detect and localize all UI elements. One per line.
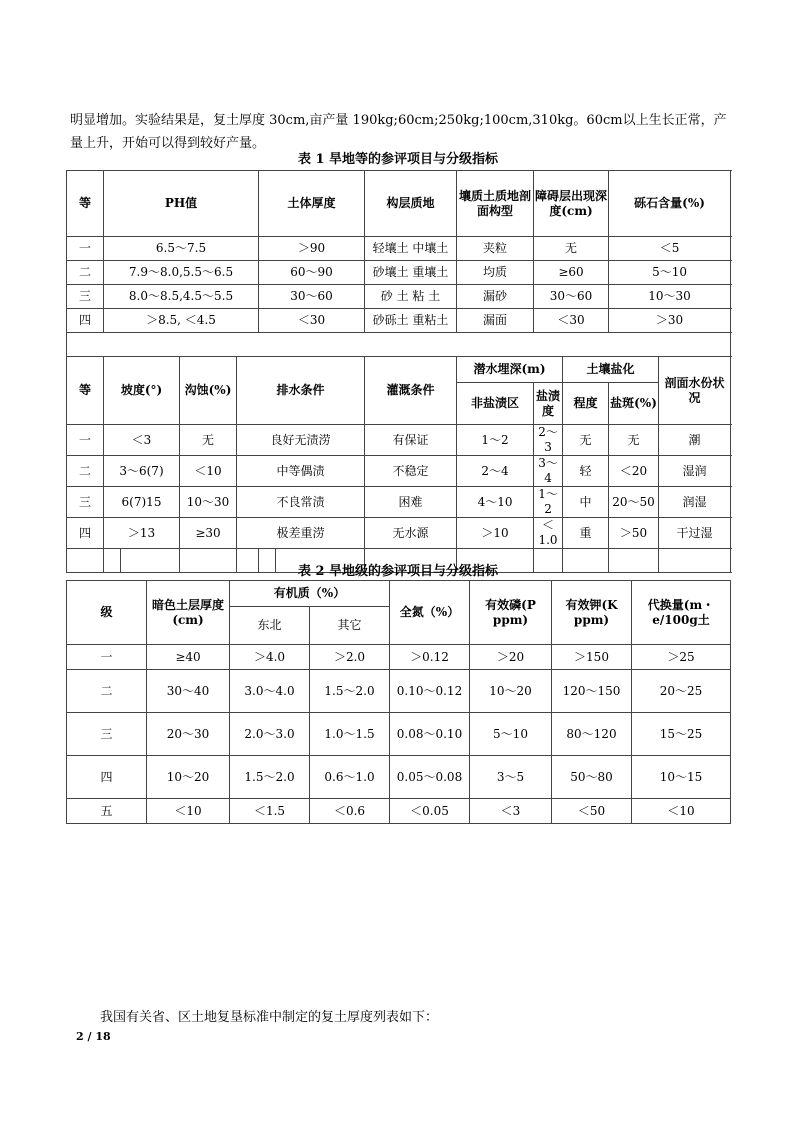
cell: 四 [67, 756, 147, 799]
table-row [67, 456, 731, 487]
table1-caption: 表 1 旱地等的参评项目与分级指标 [297, 152, 499, 167]
table-row [67, 285, 731, 309]
cell: 二 [67, 456, 104, 487]
cell: 一 [67, 237, 104, 261]
cell: 1～2 [534, 487, 563, 518]
cell: 轻壤土 中壤土 [365, 237, 457, 261]
table1-spacer-row [67, 333, 731, 357]
cell: 无 [180, 425, 237, 456]
t2-h-organic: 有机质（%） [230, 581, 390, 607]
t1b-h-sal-degree: 程度 [563, 383, 609, 425]
t1b-h-groundwater: 潜水埋深(m) [457, 357, 563, 383]
cell: ＜1.5 [230, 799, 310, 824]
cell: ＞8.5, ＜4.5 [104, 309, 259, 333]
cell: ＞25 [632, 645, 731, 670]
cell: 均质 [457, 261, 534, 285]
cell: 砂砾土 重粘土 [365, 309, 457, 333]
table-row [67, 237, 731, 261]
cell: 20～30 [147, 713, 230, 756]
cell: 15～25 [632, 713, 731, 756]
cell: ＜3 [470, 799, 552, 824]
cell: 5～10 [609, 261, 731, 285]
cell: 10～20 [147, 756, 230, 799]
intro-paragraph: 明显增加。实验结果是，复土厚度 30cm,亩产量 190kg;60cm;250kg;100cm,310kg。60cm以上生长正常，产量上升，开始可以得到较好产量。 [70, 113, 727, 151]
cell: 1～2 [457, 425, 534, 456]
cell: 50～80 [552, 756, 632, 799]
t1b-h-grade: 等 [67, 357, 104, 425]
cell: 0.05～0.08 [390, 756, 470, 799]
cell: 轻 [563, 456, 609, 487]
cell: 重 [563, 518, 609, 549]
cell: 有保证 [365, 425, 457, 456]
cell: ＜10 [180, 456, 237, 487]
cell: 2～4 [457, 456, 534, 487]
cell: 30～60 [259, 285, 365, 309]
t1b-h-salinity: 盐渍度 [534, 383, 563, 425]
t1a-h-profile: 壤质土质地剖面构型 [457, 171, 534, 237]
cell: ＞90 [259, 237, 365, 261]
cell: 极差重涝 [237, 518, 365, 549]
t1b-h-sal-spot: 盐斑(%) [609, 383, 659, 425]
cell: 20～25 [632, 670, 731, 713]
cell: 1.0～1.5 [310, 713, 390, 756]
cell: 湿润 [659, 456, 731, 487]
cell: 五 [67, 799, 147, 824]
cell: ＜10 [147, 799, 230, 824]
cell: ＜30 [534, 309, 609, 333]
cell: 6.5～7.5 [104, 237, 259, 261]
cell: ＞150 [552, 645, 632, 670]
cell: 二 [67, 670, 147, 713]
cell: ＞13 [104, 518, 180, 549]
t1b-h-erosion: 沟蚀(%) [180, 357, 237, 425]
cell: 1.5～2.0 [310, 670, 390, 713]
cell: 砂 土 粘 土 [365, 285, 457, 309]
cell: 一 [67, 645, 147, 670]
cell: 一 [67, 425, 104, 456]
cell: ≥60 [534, 261, 609, 285]
table-row [67, 425, 731, 456]
cell: 30～40 [147, 670, 230, 713]
cell: ＜5 [609, 237, 731, 261]
t1b-h-salinization: 土壤盐化 [563, 357, 659, 383]
cell: 二 [67, 261, 104, 285]
t1a-h-barrier-depth: 障碍层出现深度(cm) [534, 171, 609, 237]
cell: ＜0.05 [390, 799, 470, 824]
cell: 无水源 [365, 518, 457, 549]
cell: 不稳定 [365, 456, 457, 487]
cell: 不良常渍 [237, 487, 365, 518]
t1a-h-grade: 等 [67, 171, 104, 237]
cell: 中等偶渍 [237, 456, 365, 487]
cell: 20～50 [609, 487, 659, 518]
cell: 120～150 [552, 670, 632, 713]
t2-h-total-n: 全氮（%） [390, 581, 470, 645]
cell: ＞10 [457, 518, 534, 549]
t2-h-org-other: 其它 [310, 607, 390, 645]
cell: 砂壤土 重壤土 [365, 261, 457, 285]
cell: 四 [67, 518, 104, 549]
cell: ＜1.0 [534, 518, 563, 549]
cell: 2～3 [534, 425, 563, 456]
cell: 润湿 [659, 487, 731, 518]
cell: 10～15 [632, 756, 731, 799]
t1a-h-texture: 构层质地 [365, 171, 457, 237]
cell: 80～120 [552, 713, 632, 756]
cell: 0.10～0.12 [390, 670, 470, 713]
t1a-h-ph: PH值 [104, 171, 259, 237]
cell: ＞2.0 [310, 645, 390, 670]
t1b-h-slope: 坡度(°) [104, 357, 180, 425]
table-row [67, 518, 731, 549]
table-row [67, 261, 731, 285]
cell: ≥40 [147, 645, 230, 670]
cell: ＜30 [259, 309, 365, 333]
cell: 干过湿 [659, 518, 731, 549]
cell: 1.5～2.0 [230, 756, 310, 799]
table1 [66, 170, 731, 573]
cell: ＜0.6 [310, 799, 390, 824]
cell: 良好无渍涝 [237, 425, 365, 456]
cell: 30～60 [534, 285, 609, 309]
t1b-h-irrigation: 灌溉条件 [365, 357, 457, 425]
cell: 四 [67, 309, 104, 333]
cell: 5～10 [470, 713, 552, 756]
t2-h-avail-k: 有效钾(K ppm) [552, 581, 632, 645]
table-row [67, 670, 731, 713]
t2-h-org-northeast: 东北 [230, 607, 310, 645]
table2-caption: 表 2 旱地级的参评项目与分级指标 [297, 564, 499, 579]
table1-b-header-row-1 [67, 357, 731, 383]
page-number: 2 / 18 [76, 1030, 111, 1043]
cell: 10～20 [470, 670, 552, 713]
cell: 中 [563, 487, 609, 518]
cell: ＞30 [609, 309, 731, 333]
table-row [67, 645, 731, 670]
cell: 0.6～1.0 [310, 756, 390, 799]
empty-cell [67, 333, 731, 357]
cell: 3～6(7) [104, 456, 180, 487]
table2 [66, 580, 731, 824]
cell: 3～5 [470, 756, 552, 799]
t1b-h-non-saline: 非盐渍区 [457, 383, 534, 425]
cell: 7.9～8.0,5.5～6.5 [104, 261, 259, 285]
cell: ＞4.0 [230, 645, 310, 670]
cell: 6(7)15 [104, 487, 180, 518]
cell: ＜20 [609, 456, 659, 487]
cell: ＞50 [609, 518, 659, 549]
cell: 3.0～4.0 [230, 670, 310, 713]
t1b-h-drainage: 排水条件 [237, 357, 365, 425]
cell: ≥30 [180, 518, 237, 549]
cell: 10～30 [609, 285, 731, 309]
table-row [67, 309, 731, 333]
cell: 三 [67, 285, 104, 309]
cell: 困难 [365, 487, 457, 518]
t1a-h-gravel: 砾石含量(%) [609, 171, 731, 237]
t2-h-cec: 代换量(m・e/100g土 [632, 581, 731, 645]
t1b-h-moisture: 剖面水份状况 [659, 357, 731, 425]
cell: 4～10 [457, 487, 534, 518]
cell: 无 [609, 425, 659, 456]
t2-h-dark-layer: 暗色土层厚度(cm) [147, 581, 230, 645]
cell: 三 [67, 713, 147, 756]
cell: ＞0.12 [390, 645, 470, 670]
cell: ＜3 [104, 425, 180, 456]
cell: 夹粒 [457, 237, 534, 261]
cell: 10～30 [180, 487, 237, 518]
t1a-h-soil-thickness: 土体厚度 [259, 171, 365, 237]
cell: 2.0～3.0 [230, 713, 310, 756]
table2-header-row-1 [67, 581, 731, 607]
cell: 3～4 [534, 456, 563, 487]
table-row [67, 713, 731, 756]
table-row [67, 799, 731, 824]
outro-paragraph: 我国有关省、区土地复垦标准中制定的复土厚度列表如下： [100, 1010, 439, 1025]
table1-a-header-row [67, 171, 731, 237]
cell: ＜50 [552, 799, 632, 824]
cell: 漏砂 [457, 285, 534, 309]
cell: 潮 [659, 425, 731, 456]
cell: 无 [534, 237, 609, 261]
table-row [67, 756, 731, 799]
cell: ＞20 [470, 645, 552, 670]
cell: 三 [67, 487, 104, 518]
cell: 漏面 [457, 309, 534, 333]
cell: 8.0～8.5,4.5～5.5 [104, 285, 259, 309]
table-row [67, 487, 731, 518]
cell: 0.08～0.10 [390, 713, 470, 756]
cell: ＜10 [632, 799, 731, 824]
t2-h-grade: 级 [67, 581, 147, 645]
cell: 60～90 [259, 261, 365, 285]
cell: 无 [563, 425, 609, 456]
t2-h-avail-p: 有效磷(P ppm) [470, 581, 552, 645]
